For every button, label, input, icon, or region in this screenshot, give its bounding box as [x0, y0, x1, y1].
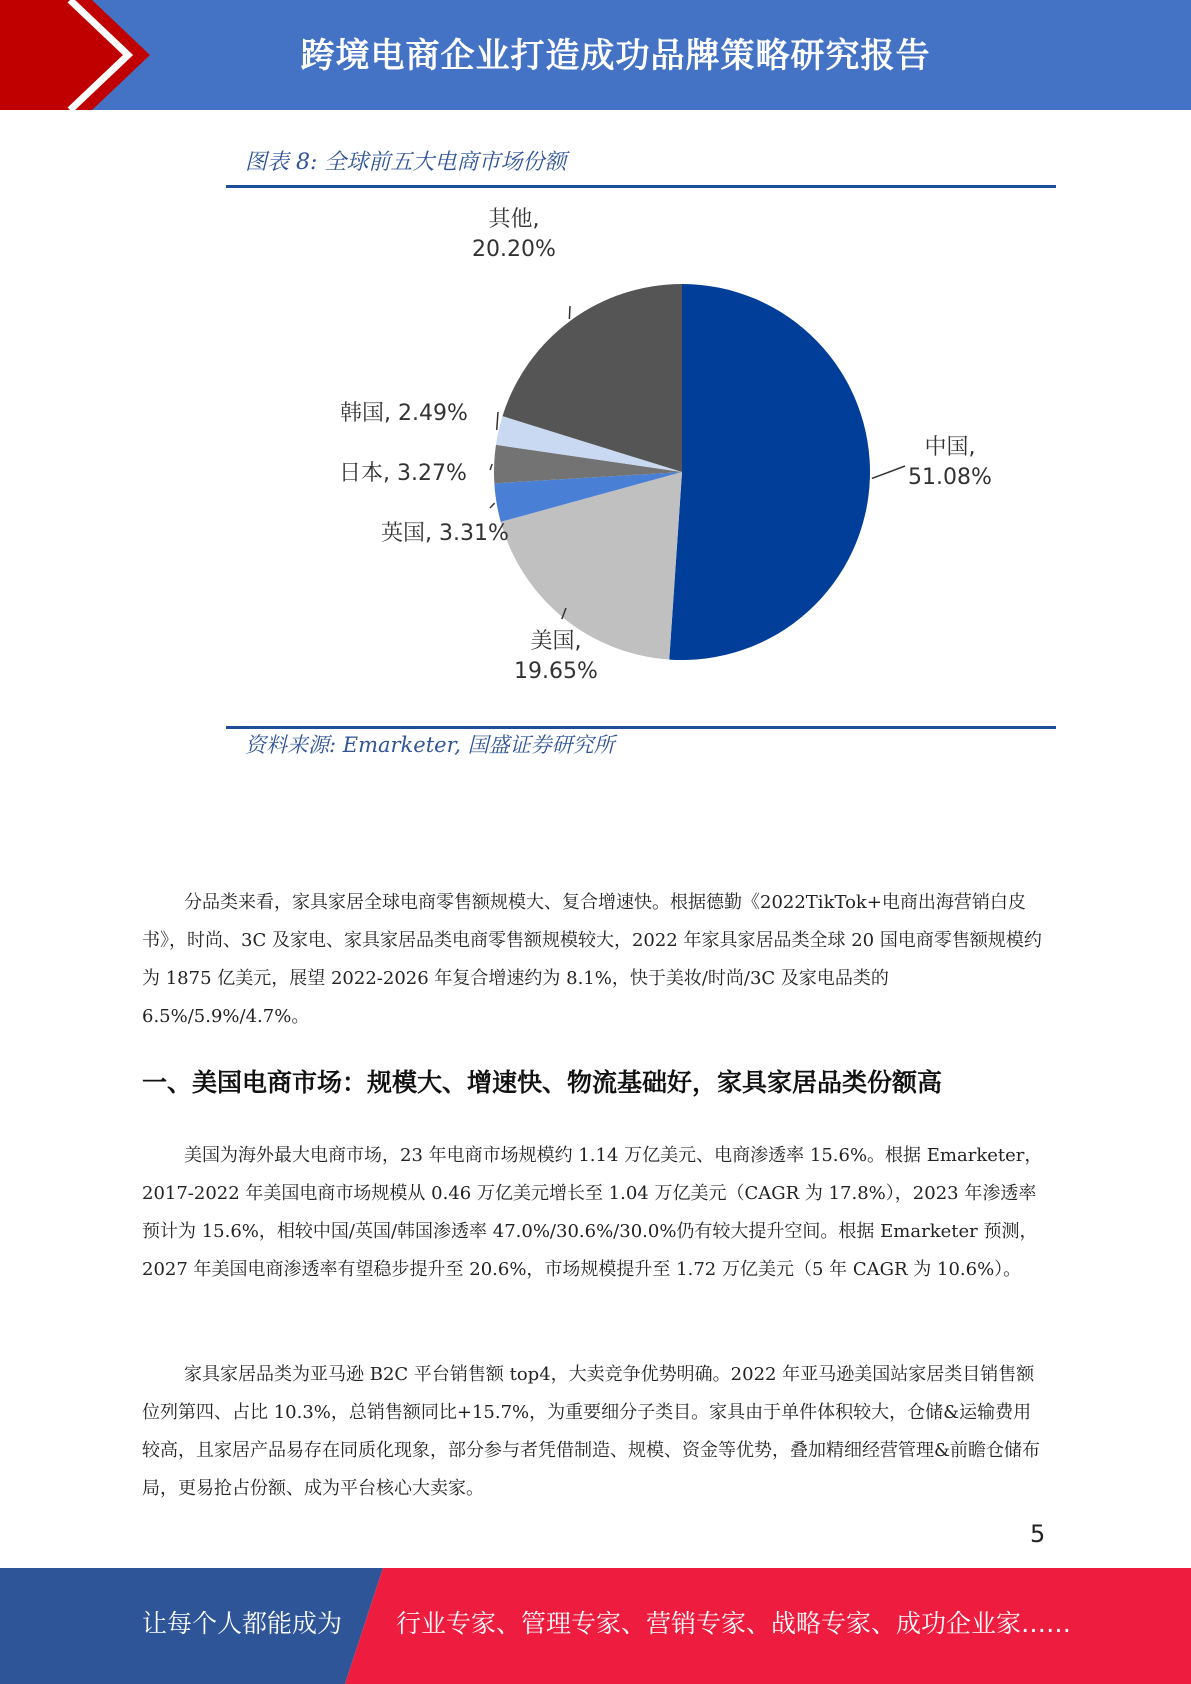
paragraph-us-market: 美国为海外最大电商市场，23 年电商市场规模约 1.14 万亿美元、电商渗透率 15.6%。根据 Emarketer，2017-2022 年美国电商市场规模从 0.46 万亿美元增长至 1.04 万亿美元（CAGR 为 17.8%），2023 年渗透率预计为 15.6%，相较中国/英国/韩国渗透率 47.0%/30.6%/30.0%仍有较大提升空间。根据 Emarketer 预测，2027 年美国电商渗透率有望稳步提升至 20.6%，市场规模提升至 1.72 万亿美元（5 年 CAGR 为 10.6%）。	[142, 1145, 1043, 1280]
pie-label-3: 日本, 3.27%	[339, 461, 467, 486]
pie-leader-line-3	[490, 464, 492, 470]
report-title: 跨境电商企业打造成功品牌策略研究报告	[300, 36, 931, 76]
pie-chart	[0, 0, 1191, 760]
pie-label-0: 中国,	[924, 435, 976, 460]
pie-leader-line-4	[497, 412, 498, 430]
page-number: 5	[1030, 1520, 1046, 1548]
section-heading: 一、美国电商市场：规模大、增速快、物流基础好，家具家居品类份额高	[142, 1068, 943, 1097]
pie-leader-line-2	[490, 503, 495, 508]
pie-leader-line-5	[569, 306, 570, 319]
footer-slogan-right: 行业专家、管理专家、营销专家、战略专家、成功企业家……	[396, 1609, 1072, 1638]
figure-source: 资料来源: Emarketer, 国盛证券研究所	[245, 733, 615, 757]
pie-label-4: 韩国, 2.49%	[340, 401, 468, 426]
paragraph-category: 分品类来看，家具家居全球电商零售额规模大、复合增速快。根据德勤《2022TikTok+电商出海营销白皮书》，时尚、3C 及家电、家具家居品类电商零售额规模较大，2022 年家具家居品类全球 20 国电商零售额规模约为 1875 亿美元，展望 2022-2026 年复合增速约为 8.1%，快于美妆/时尚/3C 及家电品类的 6.5%/5.9%/4.7%。	[142, 892, 1042, 1027]
pie-label-5: 其他,	[488, 207, 540, 232]
pie-label-1: 美国,	[530, 629, 582, 654]
pie-value-label-5: 20.20%	[472, 237, 556, 262]
paragraph-furniture: 家具家居品类为亚马逊 B2C 平台销售额 top4，大卖竞争优势明确。2022 年亚马逊美国站家居类目销售额位列第四、占比 10.3%，总销售额同比+15.7%，为重要细分子类目。家具由于单件体积较大，仓储&运输费用较高，且家居产品易存在同质化现象，部分参与者凭借制造、规模、资金等优势，叠加精细经营管理&前瞻仓储布局，更易抢占份额、成为平台核心大卖家。	[142, 1364, 1041, 1499]
figure-title: 图表 8: 全球前五大电商市场份额	[245, 150, 567, 175]
footer-slogan-left: 让每个人都能成为	[142, 1609, 343, 1638]
pie-value-label-0: 51.08%	[908, 465, 992, 490]
footer-banner	[0, 1568, 1191, 1684]
pie-label-2: 英国, 3.31%	[381, 521, 509, 546]
pie-value-label-1: 19.65%	[514, 659, 598, 684]
pie-leader-line-0	[872, 466, 905, 478]
pie-slice-0	[669, 284, 870, 660]
